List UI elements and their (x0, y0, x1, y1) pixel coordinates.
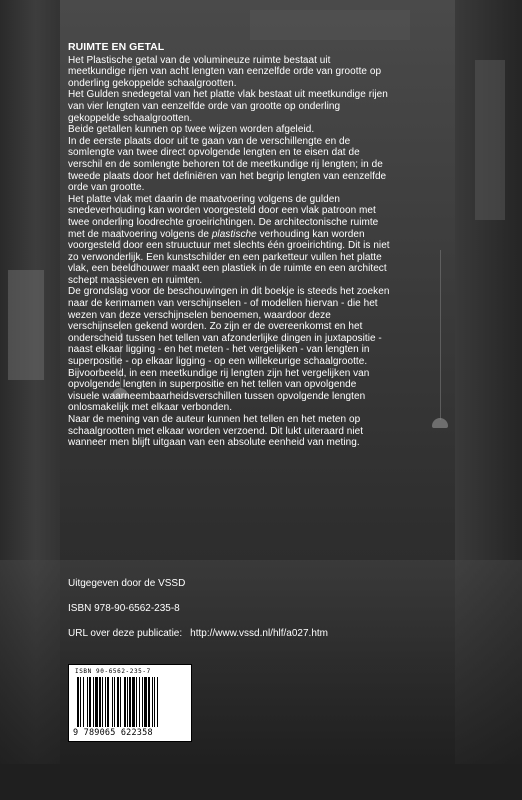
barcode-bar (144, 677, 147, 727)
barcode-bar (102, 677, 103, 727)
photo-window-left (8, 270, 44, 380)
lamp-cord-icon (440, 250, 441, 420)
section-heading: RUIMTE EN GETAL (68, 41, 165, 53)
barcode-bar (87, 677, 88, 727)
paragraph: De grondslag voor de beschouwingen in dit boekje is steeds het zoeken naar de kenmamen van verschijnselen - of modellen hiervan - die het wezen van deze verschijnselen benoemen, waardoor deze verschijnselen gekend worden. Zo zijn er de overeenkomst en het onderscheid tussen het tellen van afzonderlijke dingen in juxtapositie - naast elkaar ligging - en het meten - het vergelijken - van lengten in superpositie - op elkaar ligging - op een willekeurige schaalgrootte. Bijvoorbeeld, in een meetkundige rij lengten zijn het vergelijken van opvolgende lengten in superpositie en het tellen van opvolgende visuele waarneembaarheidsverschillen tussen opvolgende lengten onlosmakelijk met elkaar verbonden. (68, 286, 390, 414)
barcode-bar (93, 677, 94, 727)
barcode-bar (129, 677, 131, 727)
barcode-bar (136, 677, 137, 727)
barcode-bar (80, 677, 81, 727)
photo-skylight (250, 10, 410, 40)
barcode-bar (154, 677, 155, 727)
photo-window-right (475, 60, 505, 220)
barcode-bar (142, 677, 143, 727)
barcode-bar (105, 677, 106, 727)
barcode-bar (124, 677, 126, 727)
barcode-top-text: ISBN 90-6562-235-7 (75, 668, 151, 675)
paragraph: Beide getallen kunnen op twee wijzen worden afgeleid. (68, 124, 315, 136)
barcode-bar (152, 677, 153, 727)
pendant-lamp-icon (432, 418, 448, 428)
barcode-bar (117, 677, 119, 727)
barcode-bar (132, 677, 135, 727)
barcode-bar (99, 677, 101, 727)
barcode-bar (139, 677, 140, 727)
barcode-bar (95, 677, 98, 727)
barcode-bar (83, 677, 84, 727)
paragraph: In de eerste plaats door uit te gaan van de verschillengte en de somlengte van twee direct opvolgende lengten en te eisen dat de verschil en de somlengte behoren tot de meetkundige rij lengten; in de tweede plaats door het definiëren van het begrip lengten van eenzelfde orde van grootte. (68, 135, 387, 194)
url-line (68, 628, 328, 640)
barcode-bar (112, 677, 113, 727)
isbn-barcode (68, 664, 192, 742)
bottom-strip (0, 764, 522, 800)
barcode-bars-icon (77, 677, 183, 727)
barcode-bar (120, 677, 121, 727)
barcode-bar (157, 677, 158, 727)
paragraph: Het Plastische getal van de volumineuze ruimte bestaat uit meetkundige rijen van acht lengten van eenzelfde orde van grootte op onderling gekoppelde schaalgrootten. (68, 54, 382, 89)
paragraph: Het Gulden snedegetal van het platte vlak bestaat uit meetkundige rijen van vier lengten van eenzelfde orde van grootte op onderling gekoppelde schaalgrootten. (68, 89, 388, 124)
barcode-bar (127, 677, 128, 727)
publisher-line: Uitgegeven door de VSSD (68, 578, 186, 589)
url-label: URL over deze publicatie: (68, 628, 183, 639)
back-cover-text (68, 42, 390, 449)
barcode-number: 9 789065 622358 (73, 728, 153, 738)
barcode-bar (77, 677, 79, 727)
paragraph: Naar de mening van de auteur kunnen het tellen en het meten op schaalgrootten met elkaar worden verzoend. Dit lukt uiteraard niet wanneer men blijft uitgaan van een absolute eenheid van meting. (68, 414, 364, 449)
barcode-bar (107, 677, 109, 727)
barcode-bar (89, 677, 91, 727)
paragraph: Het platte vlak met daarin de maatvoering volgens de gulden snedeverhouding kan worden voorgesteld door een vlak patroon met twee onderling loodrechte groeirichtingen. De architectonische ruimte met de maatvoering volgens de plastische verhouding kan worden voorgesteld door een struuctuur met slechts één groeirichting. Dit is niet zo verwonderlijk. Een kunstschilder en een parketteur vullen het platte vlak, een beeldhouwer maakt een plastiek in de ruimte en een architect schept massieven en ruimten. (68, 193, 390, 286)
isbn-line: ISBN 978-90-6562-235-8 (68, 603, 180, 614)
barcode-bar (148, 677, 150, 727)
barcode-bar (114, 677, 115, 727)
url-link[interactable]: http://www.vssd.nl/hlf/a027.htm (190, 628, 328, 639)
